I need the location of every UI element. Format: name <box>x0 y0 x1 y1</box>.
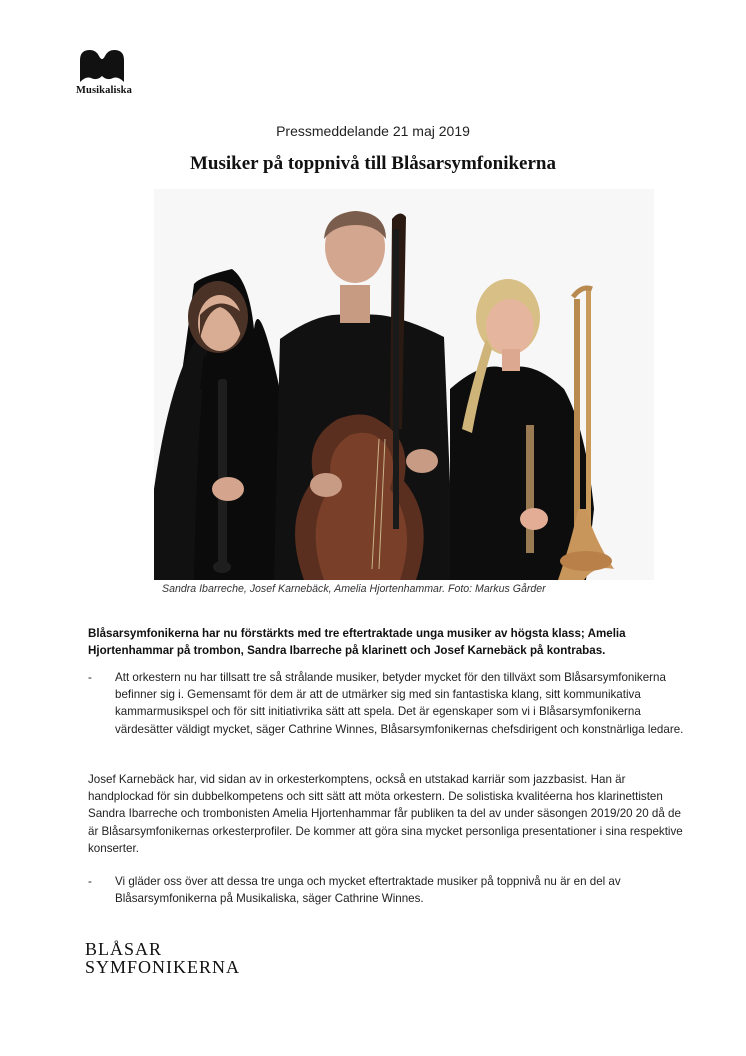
bullet-dash: - <box>88 875 92 888</box>
quote-bullet-2 <box>88 873 688 907</box>
headline: Musiker på toppnivå till Blåsarsymfonikerna <box>190 153 556 174</box>
musikaliska-logo-icon <box>80 50 124 82</box>
lead-paragraph: Blåsarsymfonikerna har nu förstärkts med tre eftertraktade unga musiker av högsta klass; Amelia Hjortenhammar på trombon, Sandra Ibarreche på klarinett och Josef Karnebäck på kontrabas. <box>88 627 626 657</box>
bullet-dash: - <box>88 671 92 684</box>
quote-text-2: Vi gläder oss över att dessa tre unga och mycket eftertraktade musiker på toppnivå nu är en del av Blåsarsymfonikerna på Musikaliska, säger Cathrine Winnes. <box>115 875 621 906</box>
photo-caption: Sandra Ibarreche, Josef Karnebäck, Amelia Hjortenhammar. Foto: Markus Gårder <box>162 583 546 595</box>
body-paragraph: Josef Karnebäck har, vid sidan av in orkesterkomptens, också en utstakad karriär som jazzbasist. Han är handplockad för sin dubbelkompetens och sitt sätt att möta orkestern. De solistiska kvalitéerna hos klarinettisten Sandra Ibarreche och trombonisten Amelia Hjortenhammar får publiken ta del av under säsongen 2019/20 20 då de är Blåsarsymfonikernas orkesterprofiler. De kommer att göra sina mycket personliga presentationer i sina respektive konserter. <box>88 773 683 855</box>
blasarsymfonikerna-logo <box>85 940 240 976</box>
musician-clarinet <box>154 269 286 580</box>
brand-line-2: SYMFONIKERNA <box>85 957 241 977</box>
brand-line-1: BLÅSAR <box>85 939 163 959</box>
logo-wordmark: Musikaliska <box>76 85 132 96</box>
musicians-illustration <box>154 189 654 580</box>
musician-trombone <box>450 279 614 580</box>
press-release-date: Pressmeddelande 21 maj 2019 <box>276 123 470 139</box>
quote-bullet-1 <box>88 669 688 738</box>
quote-text-1: Att orkestern nu har tillsatt tre så strålande musiker, betyder mycket för den tillväxt som Blåsarsymfonikerna befinner sig i. Gemensamt för dem är att de utmärker sig med sin fantastiska klang, sitt kommunikativa kammarmusikspel och för sitt initiativrika sätt att spela. Det är egenskaper som vi i Blåsarsymfonikerna värdesätter väldigt mycket, säger Cathrine Winnes, Blåsarsymfonikernas chefsdirigent och konstnärliga ledare. <box>115 671 684 736</box>
musikaliska-logo <box>76 50 134 96</box>
musician-double-bass <box>274 211 454 580</box>
musicians-photo <box>154 189 654 580</box>
